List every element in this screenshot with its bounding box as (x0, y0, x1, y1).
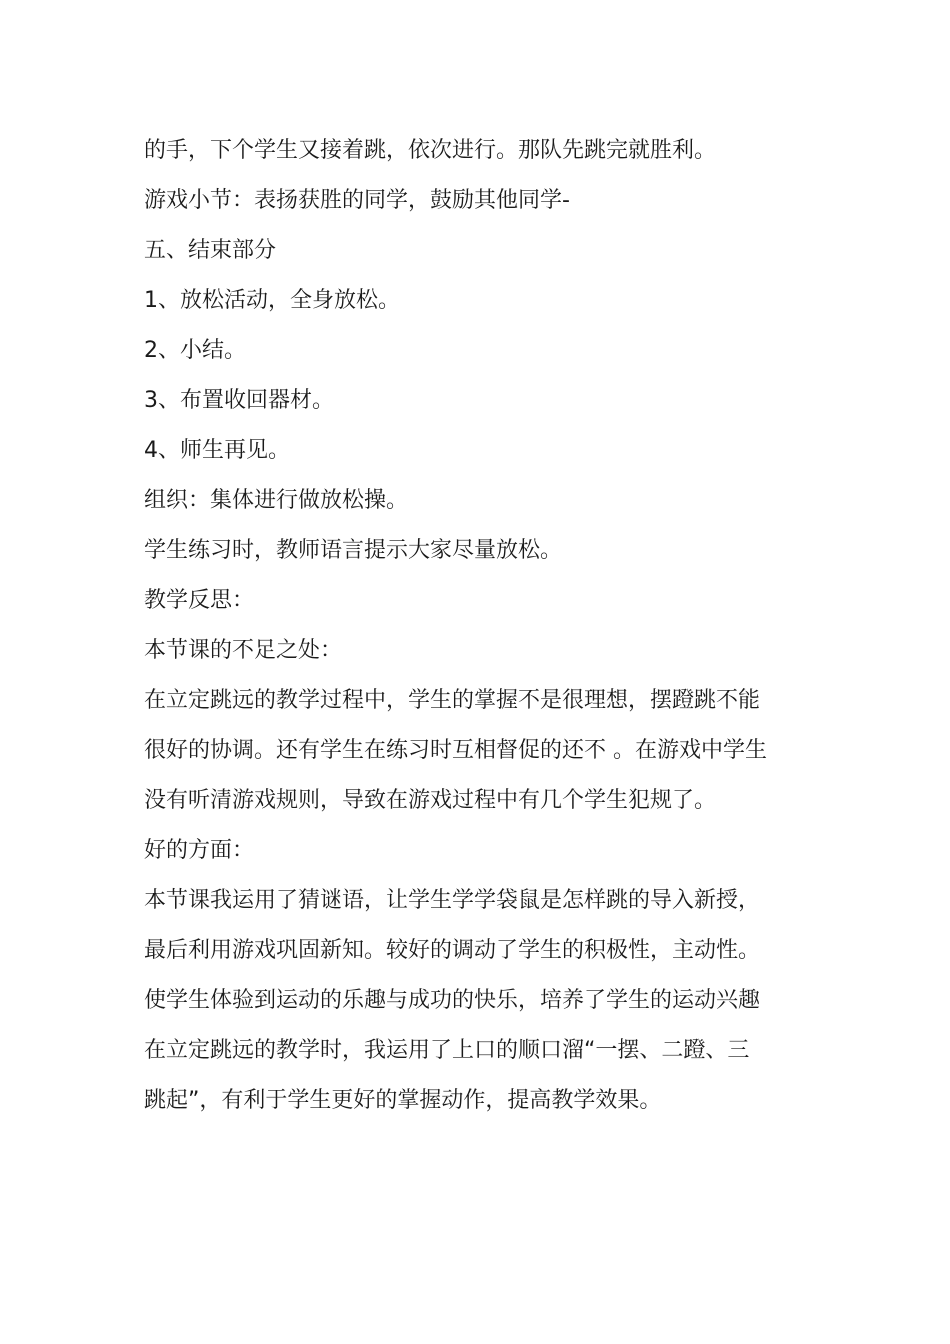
text-line: 组织：集体进行做放松操。 (144, 488, 409, 513)
text-line: 学生练习时，教师语言提示大家尽量放松。 (144, 538, 563, 563)
list-item: 4、师生再见。 (144, 438, 290, 463)
text-line: 游戏小节：表扬获胜的同学，鼓励其他同学- (144, 188, 570, 213)
text-line: 使学生体验到运动的乐趣与成功的快乐，培养了学生的运动兴趣 (144, 988, 761, 1013)
text-line: 很好的协调。还有学生在练习时互相督促的还不 。在游戏中学生 (144, 738, 767, 763)
text-line: 没有听清游戏规则，导致在游戏过程中有几个学生犯规了。 (144, 788, 717, 813)
text-line: 在立定跳远的教学过程中，学生的掌握不是很理想，摆蹬跳不能 (144, 688, 761, 713)
list-item: 3、布置收回器材。 (144, 388, 334, 413)
section-heading: 教学反思： (144, 588, 255, 613)
list-item: 2、小结。 (144, 338, 246, 363)
text-line: 在立定跳远的教学时，我运用了上口的顺口溜“一摆、二蹬、三 (144, 1038, 750, 1063)
subsection-heading: 好的方面： (144, 838, 255, 863)
subsection-heading: 本节课的不足之处： (144, 638, 343, 663)
text-line: 本节课我运用了猜谜语，让学生学学袋鼠是怎样跳的导入新授， (144, 888, 761, 913)
document-body (144, 126, 814, 1126)
list-item: 1、放松活动，全身放松。 (144, 288, 400, 313)
text-line: 的手，下个学生又接着跳，依次进行。那队先跳完就胜利。 (144, 138, 717, 163)
section-heading: 五、结束部分 (144, 238, 277, 263)
text-line: 最后利用游戏巩固新知。较好的调动了学生的积极性，主动性。 (144, 938, 761, 963)
text-line: 跳起”，有利于学生更好的掌握动作，提高教学效果。 (144, 1088, 662, 1113)
